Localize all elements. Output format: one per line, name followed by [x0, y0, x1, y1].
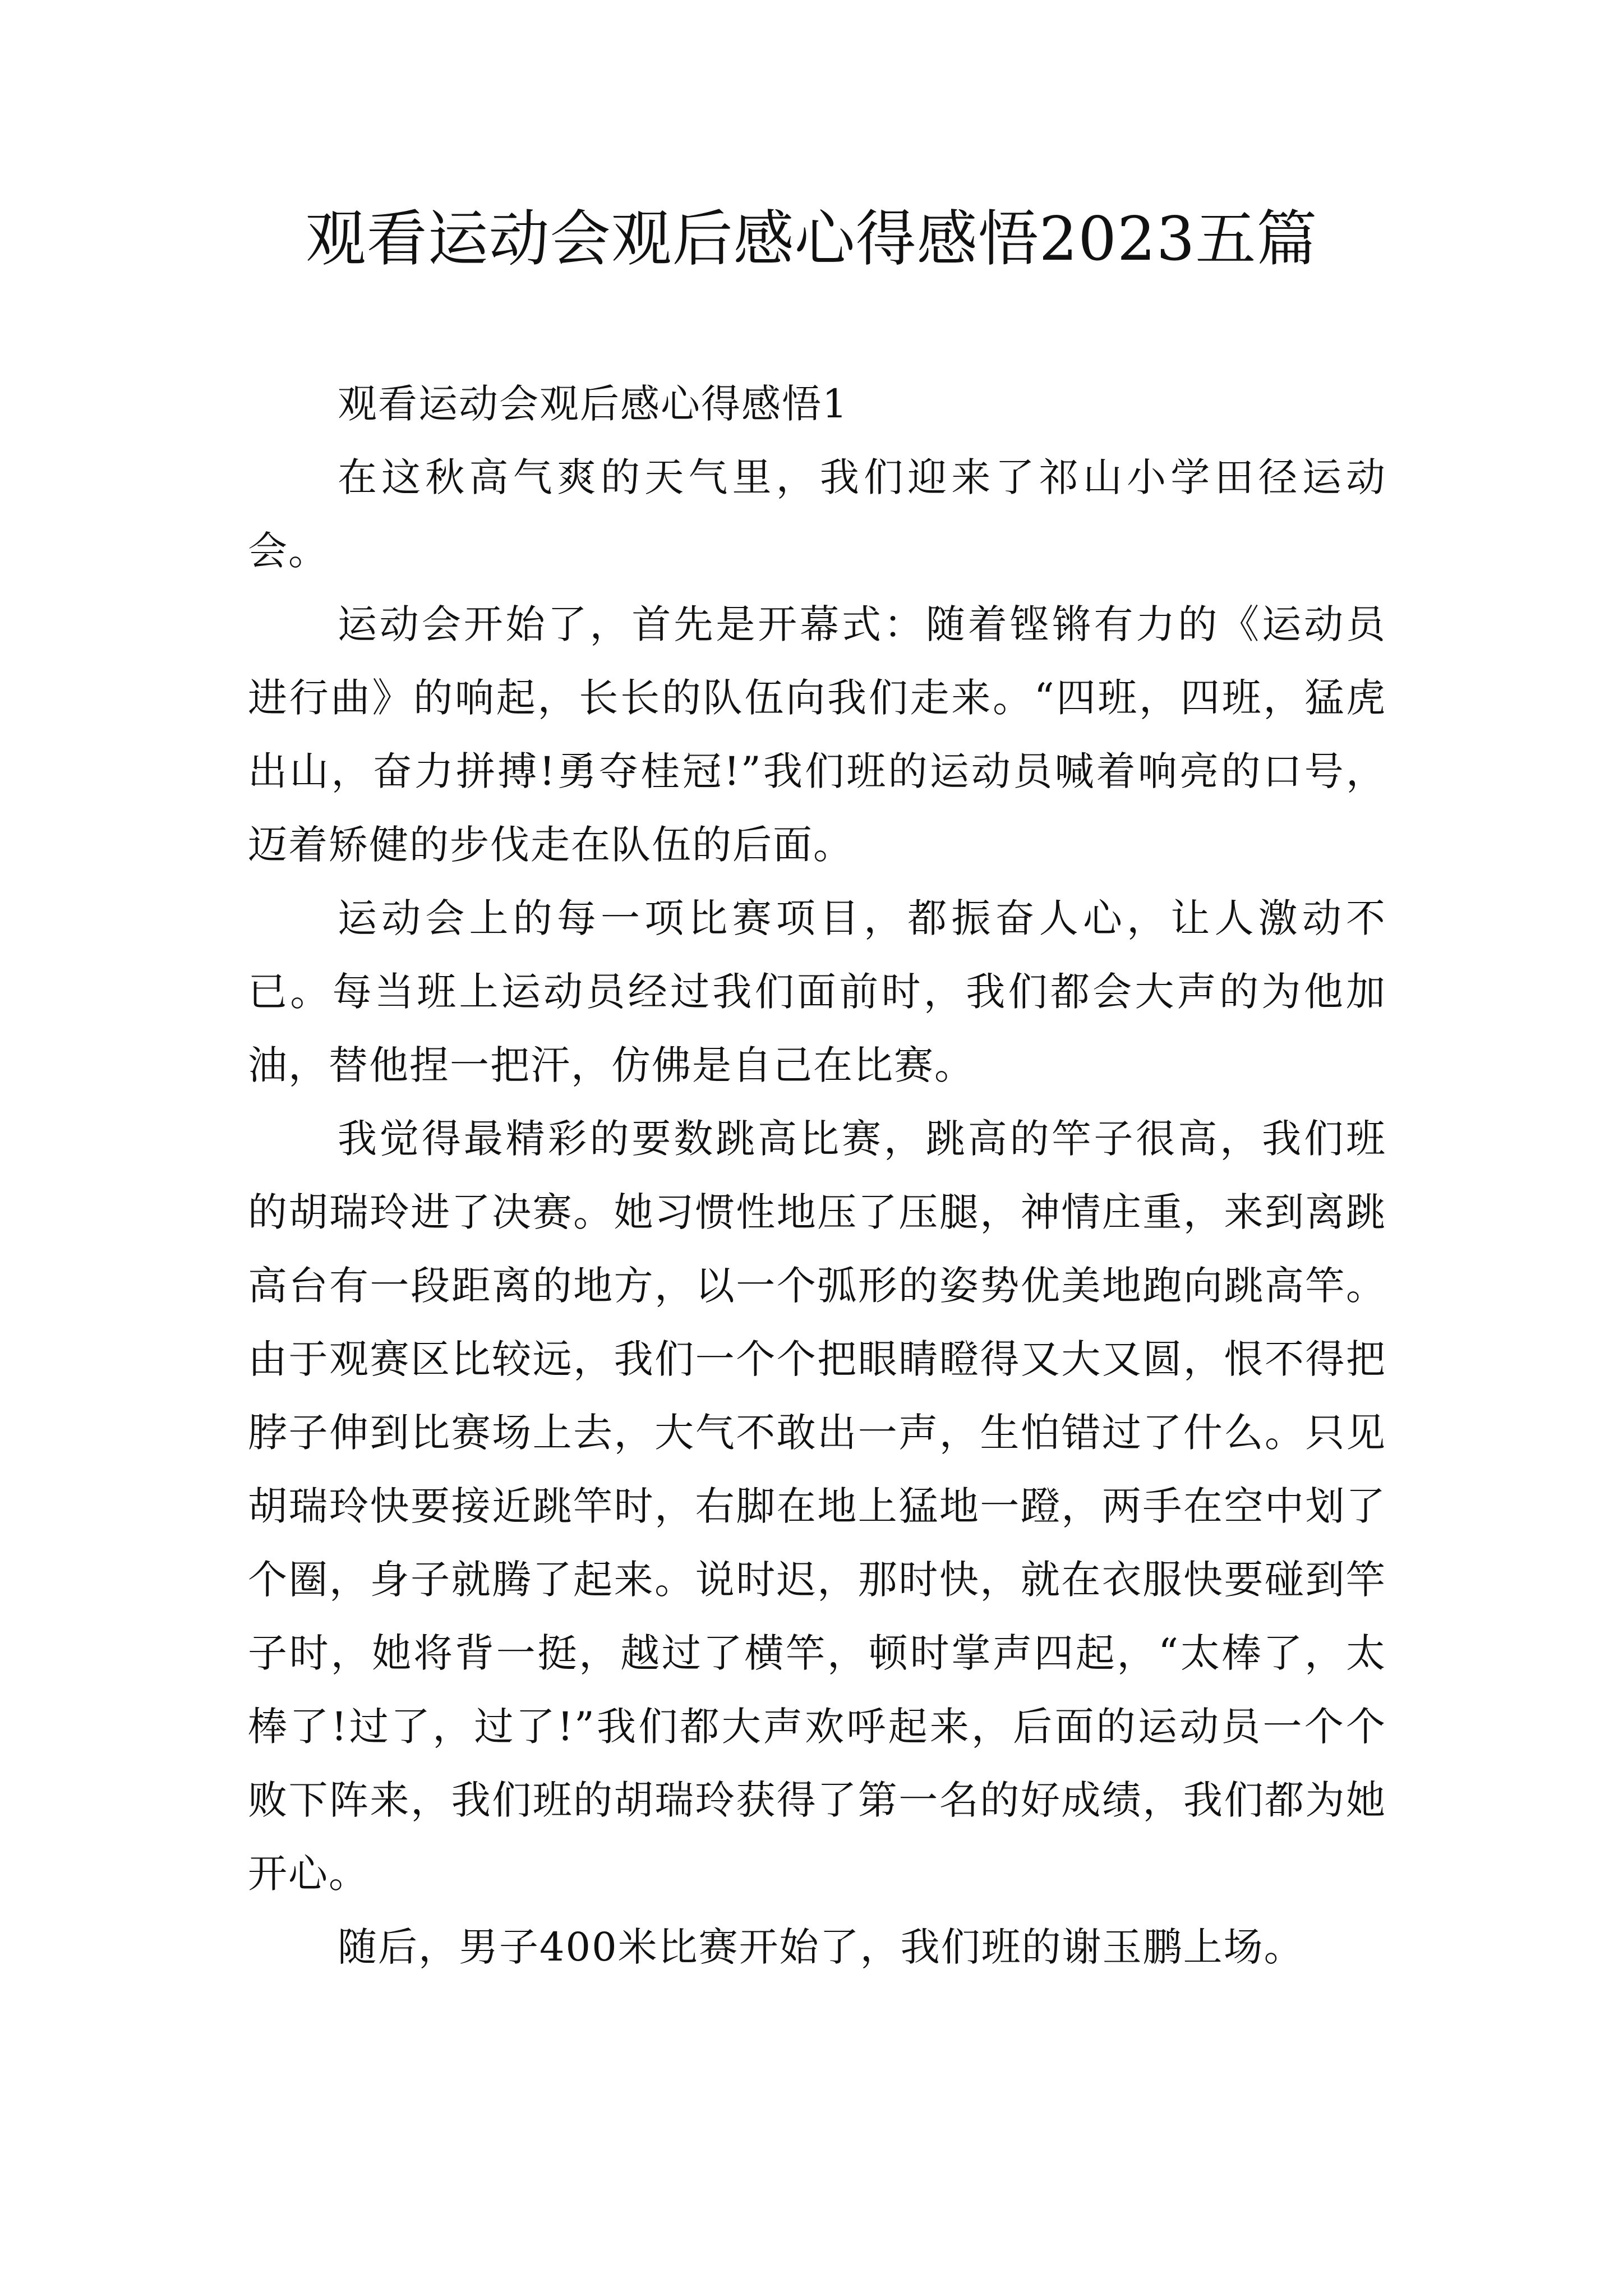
document-title: 观看运动会观后感心得感悟2023五篇 [305, 204, 1318, 274]
paragraph: 运动会开始了，首先是开幕式：随着铿锵有力的《运动员进行曲》的响起，长长的队伍向我们走来。“四班，四班，猛虎出山，奋力拼搏!勇夺桂冠!”我们班的运动员喊着响亮的口号，迈着矫健的步伐走在队伍的后面。 [248, 601, 1386, 868]
paragraph: 在这秋高气爽的天气里，我们迎来了祁山小学田径运动会。 [248, 454, 1386, 574]
section-heading: 观看运动会观后感心得感悟1 [338, 381, 849, 427]
document-body [248, 367, 1386, 1984]
paragraph: 我觉得最精彩的要数跳高比赛，跳高的竿子很高，我们班的胡瑞玲进了决赛。她习惯性地压了压腿，神情庄重，来到离跳高台有一段距离的地方，以一个弧形的姿势优美地跑向跳高竿。由于观赛区比较远，我们一个个把眼睛瞪得又大又圆，恨不得把脖子伸到比赛场上去，大气不敢出一声，生怕错过了什么。只见胡瑞玲快要接近跳竿时，右脚在地上猛地一蹬，两手在空中划了个圈，身子就腾了起来。说时迟，那时快，就在衣服快要碰到竿子时，她将背一挺，越过了横竿，顿时掌声四起，“太棒了，太棒了!过了，过了!”我们都大声欢呼起来，后面的运动员一个个败下阵来，我们班的胡瑞玲获得了第一名的好成绩，我们都为她开心。 [248, 1116, 1386, 1897]
paragraph: 运动会上的每一项比赛项目，都振奋人心，让人激动不已。每当班上运动员经过我们面前时，我们都会大声的为他加油，替他捏一把汗，仿佛是自己在比赛。 [248, 895, 1386, 1088]
paragraph: 随后，男子400米比赛开始了，我们班的谢玉鹏上场。 [338, 1924, 1304, 1970]
